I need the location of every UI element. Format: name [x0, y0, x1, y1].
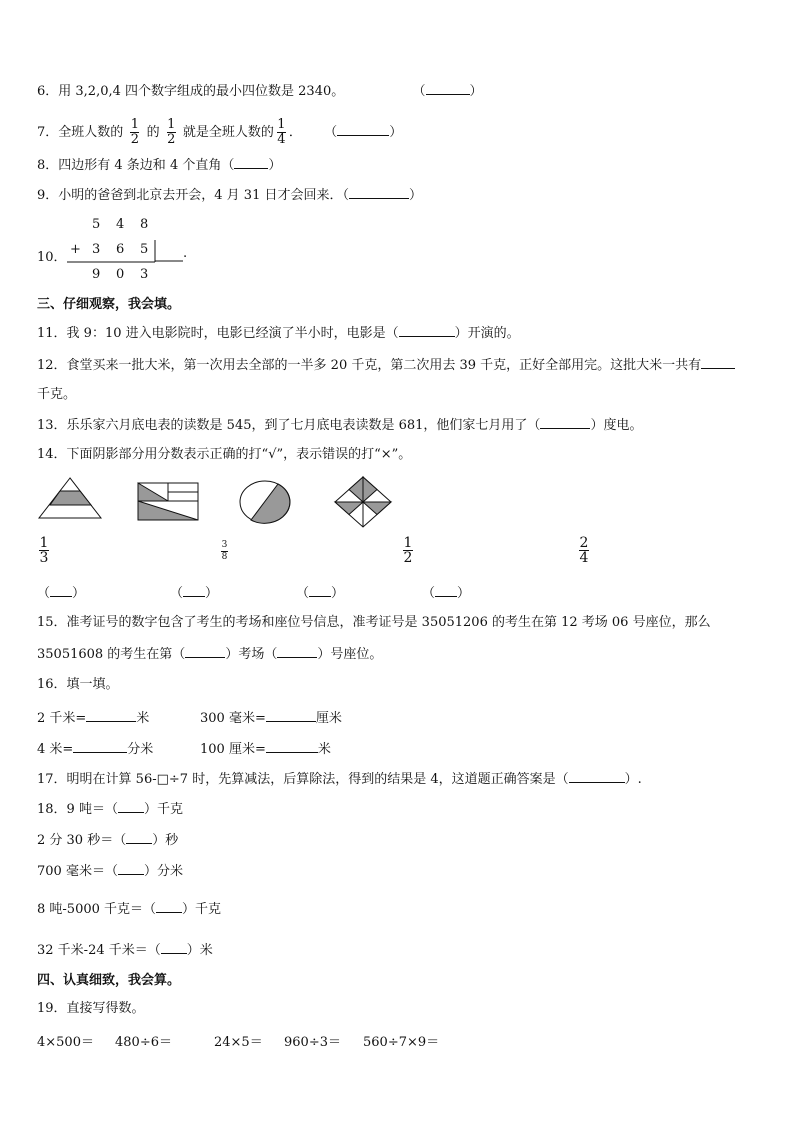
fraction: $\frac{1}{2}$	[167, 117, 176, 147]
shaded-circle-figure	[240, 481, 290, 523]
calc-item-5: 560÷7×9＝	[363, 1035, 440, 1050]
answer-blank[interactable]	[349, 186, 409, 199]
answer-paren-4: （ ）	[422, 586, 471, 601]
question-18-b: 2 分 30 秒＝（ ）秒	[37, 833, 179, 848]
question-13: 13．乐乐家六月底电表的读数是 545，到了七月底电表读数是 681，他们家七月用了（ ）度电。	[37, 418, 643, 433]
answer-blank[interactable]	[426, 82, 470, 95]
question-12: 12．食堂买来一批大米，第一次用去全部的一半多 20 千克，第二次用去 39 千克，正好全部用完。这批大米一共有	[37, 356, 735, 375]
answer-blank[interactable]	[309, 584, 331, 597]
question-19: 19．直接写得数。	[37, 1001, 145, 1016]
shaded-diamond-figure	[335, 477, 391, 527]
q16-item-b2: 100 厘米= 米	[200, 742, 331, 757]
question-16: 16．填一填。	[37, 677, 119, 692]
question-17: 17．明明在计算 56-□÷7 时，先算减法，后算除法，得到的结果是 4，这道题正确答案是（ ）.	[37, 772, 642, 787]
question-11: 11．我 9：10 进入电影院时，电影已经演了半小时，电影是（ ）开演的。	[37, 326, 520, 341]
question-14: 14．下面阴影部分用分数表示正确的打“√”，表示错误的打“×”。	[37, 447, 412, 462]
answer-blank[interactable]	[569, 770, 625, 783]
question-9: 9．小明的爸爸到北京去开会，4 月 31 日才会回来．（ ）	[37, 188, 422, 203]
answer-blank[interactable]	[50, 584, 72, 597]
question-15: 15．准考证号的数字包含了考生的考场和座位号信息，准考证号是 35051206 的考生在第 12 考场 06 号座位，那么	[37, 615, 711, 630]
answer-blank[interactable]	[701, 356, 735, 369]
answer-blank[interactable]	[86, 709, 136, 722]
answer-blank[interactable]	[540, 416, 590, 429]
answer-blank[interactable]	[435, 584, 457, 597]
fraction: $\frac{1}{4}$	[277, 117, 286, 147]
question-18-d: 8 吨-5000 千克＝（ ）千克	[37, 902, 222, 917]
q16-item-a1: 2 千米= 米	[37, 711, 150, 726]
shaded-triangle-figure	[39, 478, 101, 518]
answer-paren-2: （ ）	[170, 586, 219, 601]
answer-blank[interactable]	[161, 941, 187, 954]
answer-blank[interactable]	[266, 709, 316, 722]
answer-blank[interactable]	[118, 862, 144, 875]
answer-blank[interactable]	[266, 740, 318, 753]
section-3-heading: 三、仔细观察，我会填。	[37, 297, 181, 312]
shaded-rectangle-figure	[138, 483, 198, 520]
fraction-option-4: 2 4	[579, 535, 589, 566]
q16-item-a2: 300 毫米= 厘米	[200, 711, 342, 726]
question-18-c: 700 毫米＝（ ）分米	[37, 864, 183, 879]
answer-paren-1: （ ）	[37, 586, 86, 601]
fraction-option-3: 1 2	[403, 535, 413, 566]
answer-blank[interactable]	[126, 831, 152, 844]
fraction: $\frac{1}{2}$	[130, 117, 140, 147]
answer-blank[interactable]	[185, 645, 225, 658]
question-15-line2: 35051608 的考生在第（ ）考场（ ）号座位。	[37, 647, 383, 662]
answer-blank[interactable]	[73, 740, 127, 753]
answer-blank[interactable]	[118, 800, 144, 813]
answer-paren-3: （ ）	[296, 586, 345, 601]
calc-item-4: 960÷3＝	[284, 1035, 341, 1050]
question-6-text: 6．用 3,2,0,4 四个数字组成的最小四位数是 2340。	[37, 84, 345, 99]
question-12-line2: 千克。	[37, 387, 77, 402]
answer-blank[interactable]	[156, 900, 182, 913]
fraction-option-1: 1 3	[39, 535, 49, 566]
section-4-heading: 四、认真细致，我会算。	[37, 973, 181, 988]
calc-item-1: 4×500＝	[37, 1035, 94, 1050]
answer-blank[interactable]	[337, 123, 389, 136]
answer-blank[interactable]	[277, 645, 317, 658]
question-18-e: 32 千米-24 千米＝（ ）米	[37, 943, 213, 958]
answer-blank[interactable]	[399, 324, 455, 337]
fraction-option-2: 3 8	[221, 540, 228, 562]
q16-item-b1: 4 米= 分米	[37, 742, 154, 757]
question-8: 8．四边形有 4 条边和 4 个直角（ ）	[37, 158, 282, 173]
question-6: 6．用 3,2,0,4 四个数字组成的最小四位数是 2340。 （ ）	[37, 84, 483, 99]
question-18-a: 18．9 吨＝（ ）千克	[37, 802, 183, 817]
answer-blank[interactable]	[183, 584, 205, 597]
calc-item-3: 24×5＝	[214, 1035, 263, 1050]
question-7: 7．全班人数的 $\frac{1}{2}$ 的 $\frac{1}{2}$ 就是全班人数的 $\frac{1}{4}$ ． （ ）	[37, 117, 403, 147]
answer-blank[interactable]	[234, 156, 268, 169]
calc-item-2: 480÷6＝	[115, 1035, 172, 1050]
